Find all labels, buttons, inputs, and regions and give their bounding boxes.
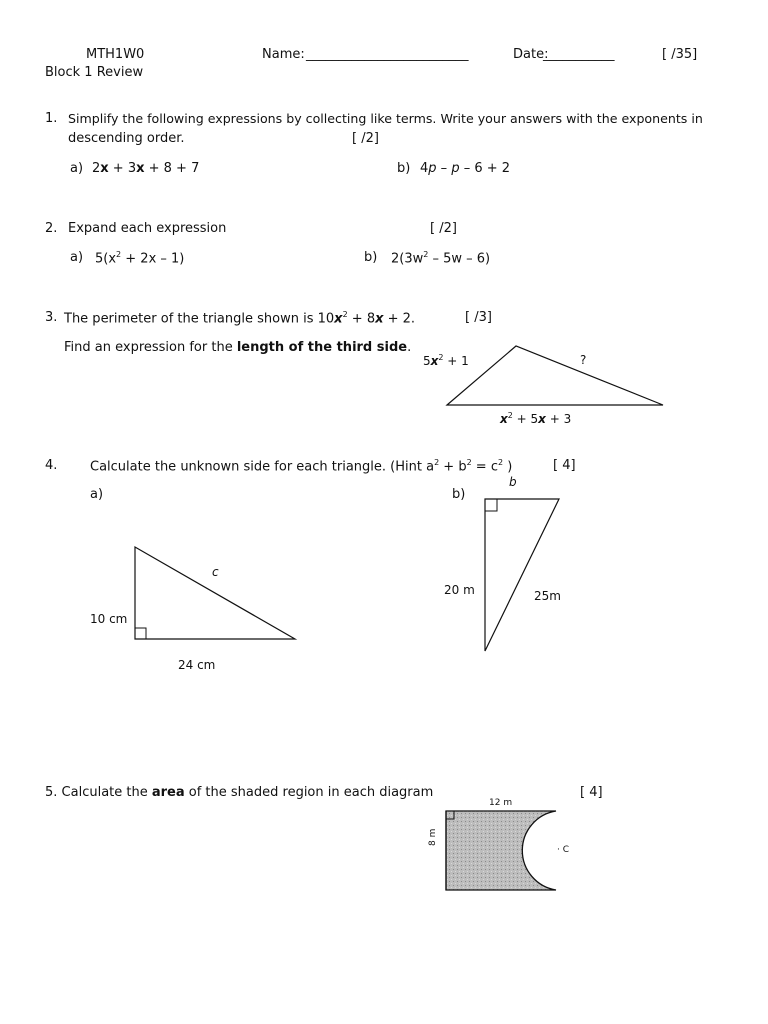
q5-width-label: 12 m xyxy=(489,798,513,808)
q4b-label: b) xyxy=(452,487,466,502)
q5-instruction: 5. Calculate the area of the shaded region in each diagram xyxy=(45,785,434,800)
q1-instruction-line1: Simplify the following expressions by collecting like terms. Write your answers with the exponents in xyxy=(68,111,703,126)
q4a-hypotenuse-label: c xyxy=(212,565,219,579)
date-label: Date: xyxy=(513,47,549,62)
q2a-expression: $5(x^2 + 2x - 1)$ xyxy=(95,250,185,267)
name-blank[interactable]: _________________________ xyxy=(306,47,469,62)
name-label: Name: xyxy=(262,47,305,62)
q1a-expression: 2x + 3x + 8 + 7 xyxy=(92,161,200,176)
q5-center-label: · C xyxy=(557,845,570,855)
q4b-right-angle-marker xyxy=(485,499,497,511)
q4a-label: a) xyxy=(90,487,104,502)
q3-marks: [ /3] xyxy=(465,310,492,325)
q2a-label: a) xyxy=(70,250,84,265)
q5-right-angle-marker xyxy=(446,811,454,819)
q4-instruction: Calculate the unknown side for each triangle. (Hint $a^2 + b^2 = c^2$ ) xyxy=(90,458,513,475)
q5-marks: [ 4] xyxy=(580,785,603,800)
q1a-label: a) xyxy=(70,161,84,176)
q3-triangle xyxy=(447,346,663,405)
q4b-left-label: 20 m xyxy=(444,583,475,597)
q5-height-label: 8 m xyxy=(428,828,438,846)
q4-number: 4. xyxy=(45,458,58,473)
q1b-label: b) xyxy=(397,161,411,176)
q1-marks: [ /2] xyxy=(352,131,379,146)
course-code: MTH1W0 xyxy=(86,47,145,62)
q4a-triangle xyxy=(135,547,295,639)
q3-number: 3. xyxy=(45,310,58,325)
q3-statement: The perimeter of the triangle shown is $10x^2 + 8x + 2$. xyxy=(64,310,416,327)
q1b-expression: 4p – p – 6 + 2 xyxy=(420,161,511,176)
total-marks: [ /35] xyxy=(662,47,698,62)
q3-side-bottom-label: $x^2 + 5x + 3$ xyxy=(500,411,572,426)
q4a-height-label: 10 cm xyxy=(90,612,128,626)
q4a-right-angle-marker xyxy=(135,628,146,639)
q4b-triangle xyxy=(485,499,559,651)
q5-shaded-region xyxy=(446,811,556,890)
q4b-top-label: b xyxy=(509,475,517,489)
q1-instruction-line2: descending order. xyxy=(68,131,185,146)
q2-marks: [ /2] xyxy=(430,221,457,236)
worksheet-subtitle: Block 1 Review xyxy=(45,65,144,80)
q2-instruction: Expand each expression xyxy=(68,221,227,236)
q4a-base-label: 24 cm xyxy=(178,658,216,672)
q1-number: 1. xyxy=(45,111,58,126)
q3-side-left-label: $5x^2 + 1$ xyxy=(423,353,469,368)
date-blank[interactable]: ___________ xyxy=(543,47,615,62)
q4-marks: [ 4] xyxy=(553,458,576,473)
q2-number: 2. xyxy=(45,221,58,236)
q3-question: Find an expression for the length of the third side. xyxy=(64,340,412,355)
q2b-expression: $2(3w^2 - 5w - 6)$ xyxy=(391,250,491,267)
q3-side-right-label: ? xyxy=(580,353,587,367)
q4b-hypotenuse-label: 25m xyxy=(534,589,561,603)
q2b-label: b) xyxy=(364,250,378,265)
